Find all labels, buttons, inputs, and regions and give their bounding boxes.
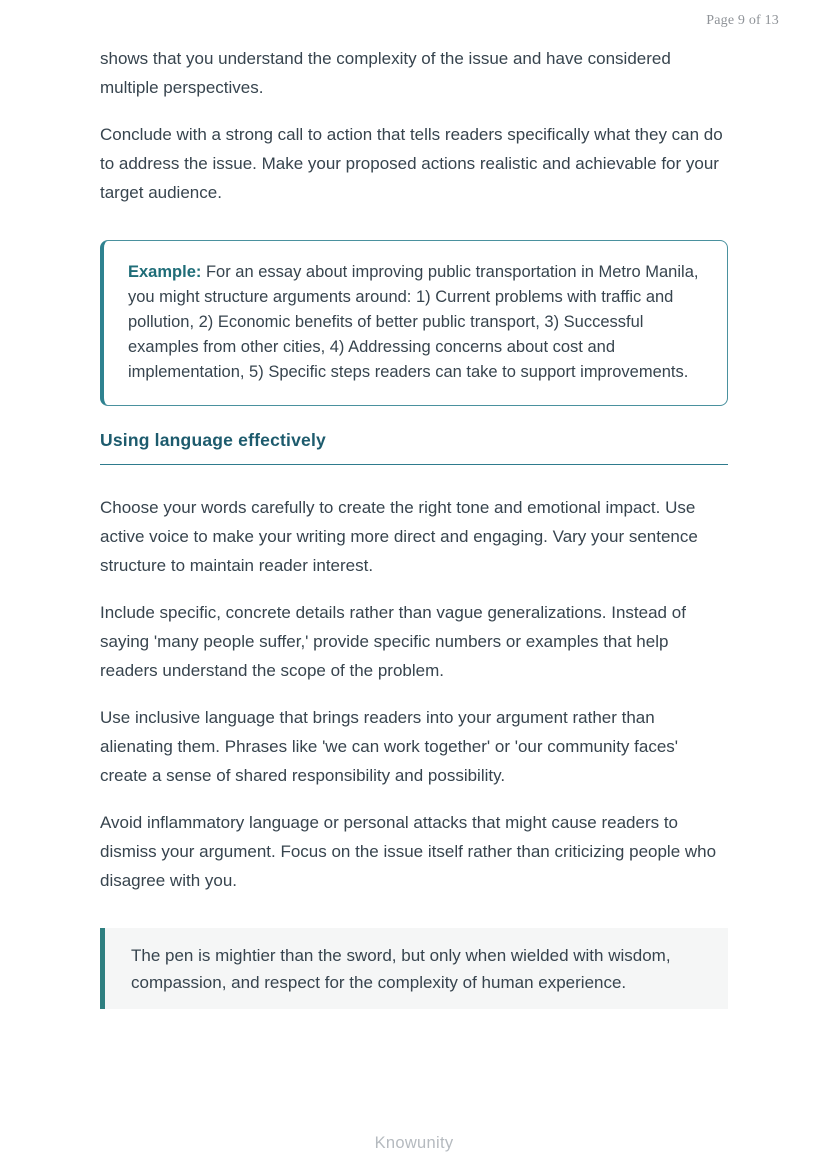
section-header xyxy=(100,430,728,465)
page-content xyxy=(100,44,728,1009)
example-box xyxy=(100,240,728,406)
paragraph-continuation: shows that you understand the complexity of the issue and have considered multiple perspectives. xyxy=(100,49,671,97)
example-label: Example: xyxy=(128,263,202,281)
quote-box xyxy=(100,928,728,1009)
section-rule xyxy=(100,464,728,465)
paragraph-word-choice: Choose your words carefully to create the right tone and emotional impact. Use active voice to make your writing more direct and engaging. Vary your sentence structure to maintain reader interest. xyxy=(100,498,698,575)
quote-text: The pen is mightier than the sword, but only when wielded with wisdom, compassion, and respect for the complexity of human experience. xyxy=(131,946,671,992)
paragraph-inclusive-language: Use inclusive language that brings readers into your argument rather than alienating them. Phrases like 'we can work together' or 'our community faces' create a sense of shared responsibility and possibility. xyxy=(100,708,679,785)
footer-brand: Knowunity xyxy=(374,1134,454,1152)
example-text: For an essay about improving public transportation in Metro Manila, you might structure arguments around: 1) Current problems with traffic and pollution, 2) Economic benefits of better public transport, 3) Successful examples from other cities, 4) Addressing concerns about cost and implementation, 5) Specific steps readers can take to support improvements. xyxy=(128,263,699,381)
paragraph-concrete-details: Include specific, concrete details rather than vague generalizations. Instead of saying 'many people suffer,' provide specific numbers or examples that help readers understand the scope of the problem. xyxy=(100,603,686,680)
paragraph-avoid-inflammatory: Avoid inflammatory language or personal attacks that might cause readers to dismiss your argument. Focus on the issue itself rather than criticizing people who disagree with you. xyxy=(100,813,717,890)
paragraph-call-to-action: Conclude with a strong call to action that tells readers specifically what they can do to address the issue. Make your proposed actions realistic and achievable for your target audience. xyxy=(100,125,723,202)
section-body xyxy=(100,493,728,895)
page-footer xyxy=(0,1134,828,1153)
section-heading: Using language effectively xyxy=(100,430,326,450)
example-box-content xyxy=(128,260,703,385)
page-number: Page 9 of 13 xyxy=(706,13,779,28)
